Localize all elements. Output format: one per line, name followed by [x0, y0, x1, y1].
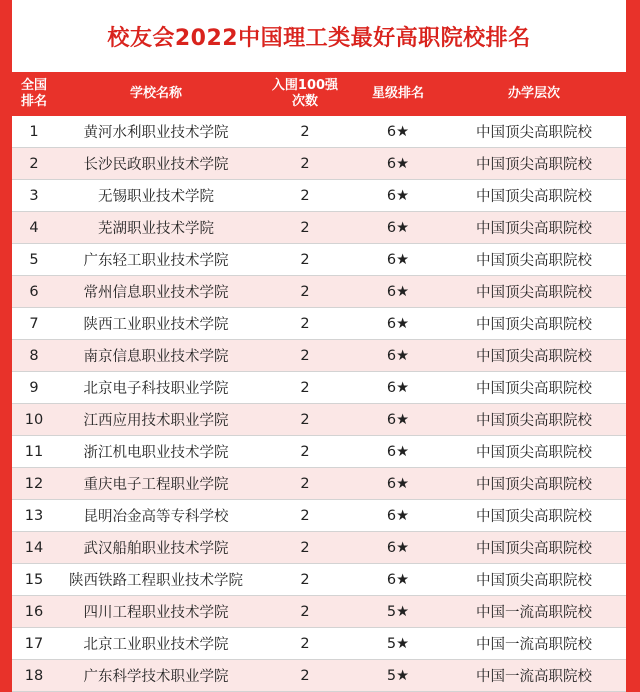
- cell-count: 2: [300, 219, 310, 236]
- cell-count: 2: [300, 475, 310, 492]
- cell-school: 昆明冶金高等专科学校: [83, 509, 229, 525]
- cell-school: 广东科学技术职业学院: [83, 669, 229, 685]
- cell-rank: 15: [24, 571, 44, 588]
- table-row: [12, 244, 626, 276]
- cell-stars: 5★: [386, 603, 410, 620]
- cell-count: 2: [300, 667, 310, 684]
- cell-level: 中国一流高职院校: [476, 605, 592, 621]
- cell-level: 中国一流高职院校: [476, 669, 592, 685]
- cell-rank: 5: [29, 251, 39, 268]
- cell-stars: 6★: [386, 539, 410, 556]
- cell-level: 中国顶尖高职院校: [476, 349, 592, 365]
- cell-school: 长沙民政职业技术学院: [83, 157, 229, 173]
- cell-school: 重庆电子工程职业学院: [83, 477, 229, 493]
- cell-stars: 6★: [386, 347, 410, 364]
- cell-level: 中国顶尖高职院校: [476, 573, 592, 589]
- cell-rank: 11: [24, 443, 44, 460]
- table-row: [12, 276, 626, 308]
- cell-count: 2: [300, 443, 310, 460]
- cell-count: 2: [300, 539, 310, 556]
- cell-school: 四川工程职业技术学院: [83, 605, 229, 621]
- table-row: [12, 180, 626, 212]
- cell-rank: 2: [29, 155, 39, 172]
- cell-school: 陕西工业职业技术学院: [83, 317, 229, 333]
- header-count: 入围100强 次数: [271, 78, 339, 109]
- table-row: [12, 500, 626, 532]
- cell-school: 无锡职业技术学院: [98, 189, 214, 205]
- cell-stars: 6★: [386, 187, 410, 204]
- header-rank: 全国 排名: [20, 78, 47, 109]
- cell-school: 南京信息职业技术学院: [83, 349, 229, 365]
- cell-level: 中国顶尖高职院校: [476, 253, 592, 269]
- table-row: [12, 596, 626, 628]
- cell-rank: 7: [29, 315, 39, 332]
- cell-stars: 6★: [386, 155, 410, 172]
- cell-level: 中国顶尖高职院校: [476, 381, 592, 397]
- cell-level: 中国顶尖高职院校: [476, 477, 592, 493]
- cell-stars: 5★: [386, 667, 410, 684]
- cell-rank: 18: [24, 667, 44, 684]
- cell-stars: 6★: [386, 379, 410, 396]
- page-title: 校友会2022中国理工类最好高职院校排名: [107, 25, 531, 51]
- cell-rank: 13: [24, 507, 44, 524]
- table-row: [12, 116, 626, 148]
- cell-rank: 3: [29, 187, 39, 204]
- cell-level: 中国一流高职院校: [476, 637, 592, 653]
- cell-rank: 1: [29, 123, 39, 140]
- cell-school: 武汉船舶职业技术学院: [83, 541, 229, 557]
- table-row: [12, 148, 626, 180]
- table-row: [12, 660, 626, 692]
- cell-rank: 10: [24, 411, 44, 428]
- cell-level: 中国顶尖高职院校: [476, 157, 592, 173]
- table-row: [12, 212, 626, 244]
- table-row: [12, 564, 626, 596]
- cell-school: 广东轻工职业技术学院: [83, 253, 229, 269]
- cell-count: 2: [300, 347, 310, 364]
- header-stars: 星级排名: [371, 86, 424, 101]
- cell-stars: 5★: [386, 635, 410, 652]
- cell-school: 北京电子科技职业学院: [83, 381, 229, 397]
- cell-rank: 14: [24, 539, 44, 556]
- cell-school: 常州信息职业技术学院: [83, 285, 229, 301]
- cell-rank: 9: [29, 379, 39, 396]
- cell-stars: 6★: [386, 251, 410, 268]
- cell-count: 2: [300, 251, 310, 268]
- cell-count: 2: [300, 315, 310, 332]
- cell-rank: 12: [24, 475, 44, 492]
- cell-school: 浙江机电职业技术学院: [83, 445, 229, 461]
- table-row: [12, 404, 626, 436]
- cell-level: 中国顶尖高职院校: [476, 221, 592, 237]
- cell-count: 2: [300, 123, 310, 140]
- table-row: [12, 628, 626, 660]
- cell-stars: 6★: [386, 571, 410, 588]
- cell-rank: 16: [24, 603, 44, 620]
- cell-level: 中国顶尖高职院校: [476, 413, 592, 429]
- header-level: 办学层次: [507, 86, 560, 101]
- cell-count: 2: [300, 635, 310, 652]
- cell-stars: 6★: [386, 411, 410, 428]
- cell-stars: 6★: [386, 219, 410, 236]
- cell-rank: 17: [24, 635, 44, 652]
- cell-stars: 6★: [386, 283, 410, 300]
- header-school: 学校名称: [129, 86, 182, 101]
- table-header: [12, 72, 626, 116]
- cell-level: 中国顶尖高职院校: [476, 509, 592, 525]
- cell-stars: 6★: [386, 507, 410, 524]
- table-row: [12, 372, 626, 404]
- cell-stars: 6★: [386, 123, 410, 140]
- cell-rank: 8: [29, 347, 39, 364]
- table-row: [12, 436, 626, 468]
- cell-count: 2: [300, 379, 310, 396]
- cell-count: 2: [300, 283, 310, 300]
- cell-school: 江西应用技术职业学院: [83, 413, 229, 429]
- cell-count: 2: [300, 603, 310, 620]
- cell-count: 2: [300, 411, 310, 428]
- cell-school: 陕西铁路工程职业技术学院: [69, 573, 243, 589]
- cell-count: 2: [300, 507, 310, 524]
- cell-rank: 4: [29, 219, 39, 236]
- cell-stars: 6★: [386, 443, 410, 460]
- table-row: [12, 468, 626, 500]
- cell-rank: 6: [29, 283, 39, 300]
- cell-level: 中国顶尖高职院校: [476, 189, 592, 205]
- cell-level: 中国顶尖高职院校: [476, 285, 592, 301]
- cell-stars: 6★: [386, 475, 410, 492]
- table-body: [12, 116, 626, 692]
- cell-count: 2: [300, 187, 310, 204]
- cell-level: 中国顶尖高职院校: [476, 445, 592, 461]
- cell-count: 2: [300, 155, 310, 172]
- cell-school: 黄河水利职业技术学院: [83, 125, 229, 141]
- cell-level: 中国顶尖高职院校: [476, 125, 592, 141]
- cell-level: 中国顶尖高职院校: [476, 317, 592, 333]
- ranking-table-container: [12, 0, 626, 692]
- cell-school: 芜湖职业技术学院: [98, 221, 214, 237]
- cell-stars: 6★: [386, 315, 410, 332]
- cell-count: 2: [300, 571, 310, 588]
- cell-school: 北京工业职业技术学院: [83, 637, 229, 653]
- table-row: [12, 308, 626, 340]
- table-row: [12, 340, 626, 372]
- table-row: [12, 532, 626, 564]
- cell-level: 中国顶尖高职院校: [476, 541, 592, 557]
